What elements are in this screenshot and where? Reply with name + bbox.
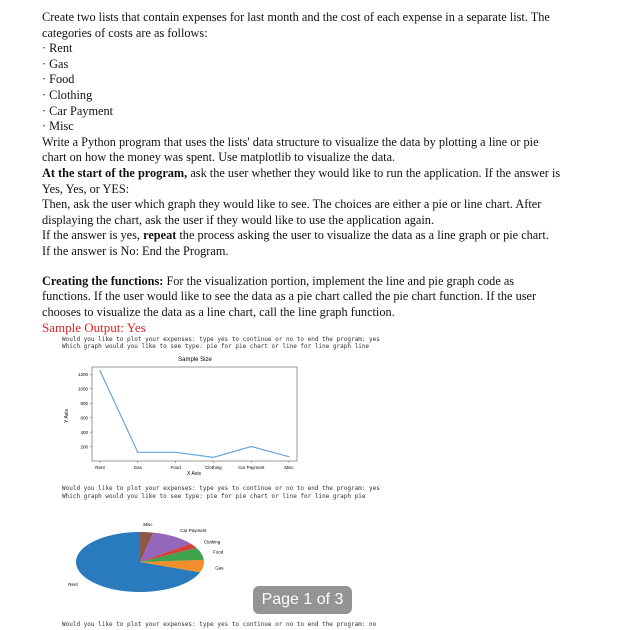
no-paragraph: If the answer is No: End the Program. [42,243,229,258]
console-output-3: Would you like to plot your expenses: type yes to continue or no to end the program: no [62,621,377,628]
y-tick-label: 200 [80,444,88,450]
category-item: · Car Payment [42,103,114,118]
x-tick-label: Food [170,464,181,470]
pie-label: Gas [215,565,224,571]
pie-label: Food [213,549,224,555]
x-tick-label: Misc [284,464,294,470]
console-output-2: Would you like to plot your expenses: type yes to continue or no to end the program: yes Which graph would you like to see type: pie for pie chart or line for line graph pie [62,485,380,500]
line-point [175,452,176,453]
pie-label: Misc [143,522,153,528]
then-paragraph: Then, ask the user which graph they would like to see. The choices are either a pie or line chart. After displaying the chart, ask the user if they would like to use the application again. [42,197,542,227]
y-tick-label: 1000 [77,386,88,392]
line-chart-title: Sample Size [178,356,212,363]
line-point [288,456,289,457]
line-point [213,457,214,458]
y-axis-label: Y Axis [64,408,70,423]
repeat-paragraph: If the answer is yes, repeat the process asking the user to visualize the data as a line graph or pie chart. [42,228,549,243]
pie-label: Clothing [203,539,221,545]
category-item: · Rent [42,41,73,56]
intro-paragraph: Create two lists that contain expenses for last month and the cost of each expense in a separate list. The categories of costs are as follows: [42,10,550,40]
category-item: · Clothing [42,87,93,102]
page-indicator: Page 1 of 3 [253,586,352,614]
document-body [42,10,562,605]
pie-chart-svg [60,500,280,600]
line-chart-frame [92,367,297,461]
category-item: · Misc [42,119,74,134]
line-series [100,370,289,457]
y-tick-label: 800 [80,401,88,407]
y-tick-label: 600 [80,415,88,421]
y-tick-label: 1200 [77,372,88,378]
category-list [42,41,562,135]
line-chart [60,351,562,484]
line-point [251,446,252,447]
y-tick-label: 400 [80,429,88,435]
x-axis-label: X Axis [187,470,201,477]
line-point [137,452,138,453]
x-tick-label: Car Payment [238,464,265,470]
line-chart-svg [60,351,330,479]
creating-paragraph: Creating the functions: For the visualization portion, implement the line and pie graph code as functions. If the user would like to see the data as a pie chart called the pie chart function. If the user chooses to visualize the data as a line chart, call the line graph function. [42,273,537,319]
console-output-1: Would you like to plot your expenses: type yes to continue or no to end the program: yes Which graph would you like to see type: pie for pie chart or line for line graph line [62,335,380,351]
x-tick-label: Clothing [205,464,222,470]
pie-label: Car Payment [180,528,207,534]
x-tick-label: Rent [95,464,105,470]
category-item: · Gas [42,56,69,71]
start-paragraph: At the start of the program, ask the user whether they would like to run the application. If the answer is Yes, Yes, or YES: [42,165,561,196]
line-point [99,370,100,371]
pie-label: Rent [68,582,78,588]
sample-output-heading: Sample Output: Yes [42,320,146,336]
x-tick-label: Gas [133,464,142,470]
python-paragraph: Write a Python program that uses the lists' data structure to visualize the data by plotting a line or pie chart on how the money was spent. Use matplotlib to visualize the data. [42,134,539,165]
category-item: · Food [42,72,75,87]
